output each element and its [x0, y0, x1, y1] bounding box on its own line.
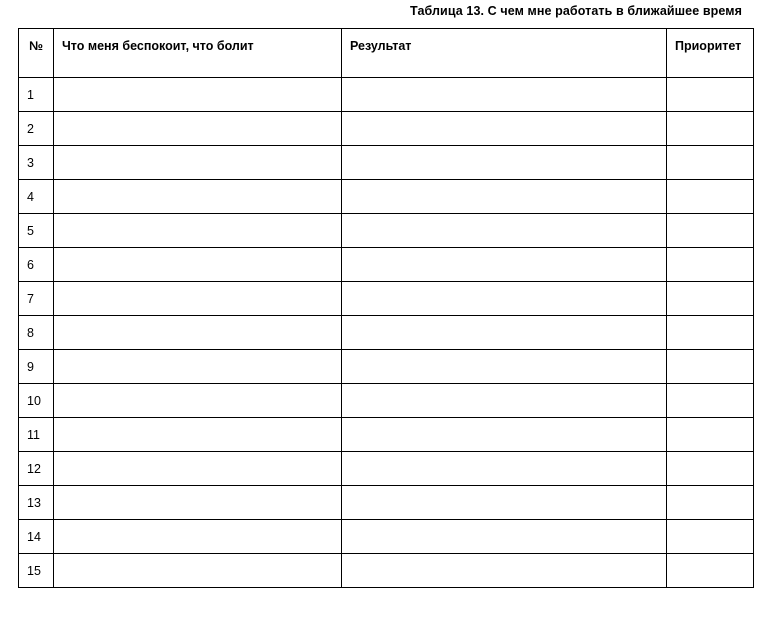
result-cell[interactable] [342, 282, 667, 316]
table-row [19, 146, 754, 180]
priority-cell[interactable] [667, 214, 754, 248]
result-cell[interactable] [342, 214, 667, 248]
row-number-cell: 8 [19, 316, 54, 350]
concern-cell[interactable] [54, 350, 342, 384]
priority-cell[interactable] [667, 180, 754, 214]
table-row [19, 452, 754, 486]
table-row [19, 418, 754, 452]
result-cell[interactable] [342, 248, 667, 282]
concern-cell[interactable] [54, 418, 342, 452]
column-header-result: Результат [342, 29, 667, 78]
priority-cell[interactable] [667, 350, 754, 384]
concern-cell[interactable] [54, 452, 342, 486]
priority-cell[interactable] [667, 418, 754, 452]
priority-cell[interactable] [667, 146, 754, 180]
table-row [19, 486, 754, 520]
concern-cell[interactable] [54, 112, 342, 146]
priority-cell[interactable] [667, 486, 754, 520]
table-row [19, 384, 754, 418]
row-number-cell: 6 [19, 248, 54, 282]
priority-cell[interactable] [667, 78, 754, 112]
row-number-cell: 12 [19, 452, 54, 486]
row-number-cell: 14 [19, 520, 54, 554]
priority-cell[interactable] [667, 112, 754, 146]
table-row [19, 520, 754, 554]
table-row [19, 248, 754, 282]
concern-cell[interactable] [54, 146, 342, 180]
row-number-cell: 4 [19, 180, 54, 214]
row-number-cell: 1 [19, 78, 54, 112]
concern-cell[interactable] [54, 554, 342, 588]
table-row [19, 78, 754, 112]
concern-cell[interactable] [54, 78, 342, 112]
column-header-priority-label: Приоритет [675, 39, 742, 53]
row-number-cell: 15 [19, 554, 54, 588]
result-cell[interactable] [342, 146, 667, 180]
priority-table [18, 28, 754, 588]
priority-cell[interactable] [667, 316, 754, 350]
column-header-concern: Что меня беспокоит, что болит [54, 29, 342, 78]
concern-cell[interactable] [54, 282, 342, 316]
concern-cell[interactable] [54, 486, 342, 520]
concern-cell[interactable] [54, 316, 342, 350]
concern-cell[interactable] [54, 180, 342, 214]
table-row [19, 180, 754, 214]
result-cell[interactable] [342, 486, 667, 520]
concern-cell[interactable] [54, 520, 342, 554]
row-number-cell: 10 [19, 384, 54, 418]
column-header-number: № [19, 29, 54, 78]
priority-cell[interactable] [667, 554, 754, 588]
row-number-cell: 2 [19, 112, 54, 146]
table-header-row [19, 29, 754, 78]
concern-cell[interactable] [54, 248, 342, 282]
column-header-priority [667, 29, 754, 78]
priority-cell[interactable] [667, 282, 754, 316]
result-cell[interactable] [342, 78, 667, 112]
row-number-cell: 7 [19, 282, 54, 316]
concern-cell[interactable] [54, 214, 342, 248]
priority-cell[interactable] [667, 384, 754, 418]
row-number-cell: 11 [19, 418, 54, 452]
table-row [19, 214, 754, 248]
result-cell[interactable] [342, 418, 667, 452]
result-cell[interactable] [342, 112, 667, 146]
result-cell[interactable] [342, 554, 667, 588]
table-row [19, 554, 754, 588]
table-caption: Таблица 13. С чем мне работать в ближайшее время [410, 4, 742, 18]
table-row [19, 316, 754, 350]
table-row [19, 282, 754, 316]
concern-cell[interactable] [54, 384, 342, 418]
priority-cell[interactable] [667, 248, 754, 282]
priority-cell[interactable] [667, 452, 754, 486]
result-cell[interactable] [342, 316, 667, 350]
row-number-cell: 5 [19, 214, 54, 248]
result-cell[interactable] [342, 520, 667, 554]
table-row [19, 112, 754, 146]
row-number-cell: 9 [19, 350, 54, 384]
result-cell[interactable] [342, 452, 667, 486]
result-cell[interactable] [342, 384, 667, 418]
row-number-cell: 13 [19, 486, 54, 520]
table-row [19, 350, 754, 384]
result-cell[interactable] [342, 350, 667, 384]
row-number-cell: 3 [19, 146, 54, 180]
table-body [19, 78, 754, 588]
result-cell[interactable] [342, 180, 667, 214]
priority-cell[interactable] [667, 520, 754, 554]
